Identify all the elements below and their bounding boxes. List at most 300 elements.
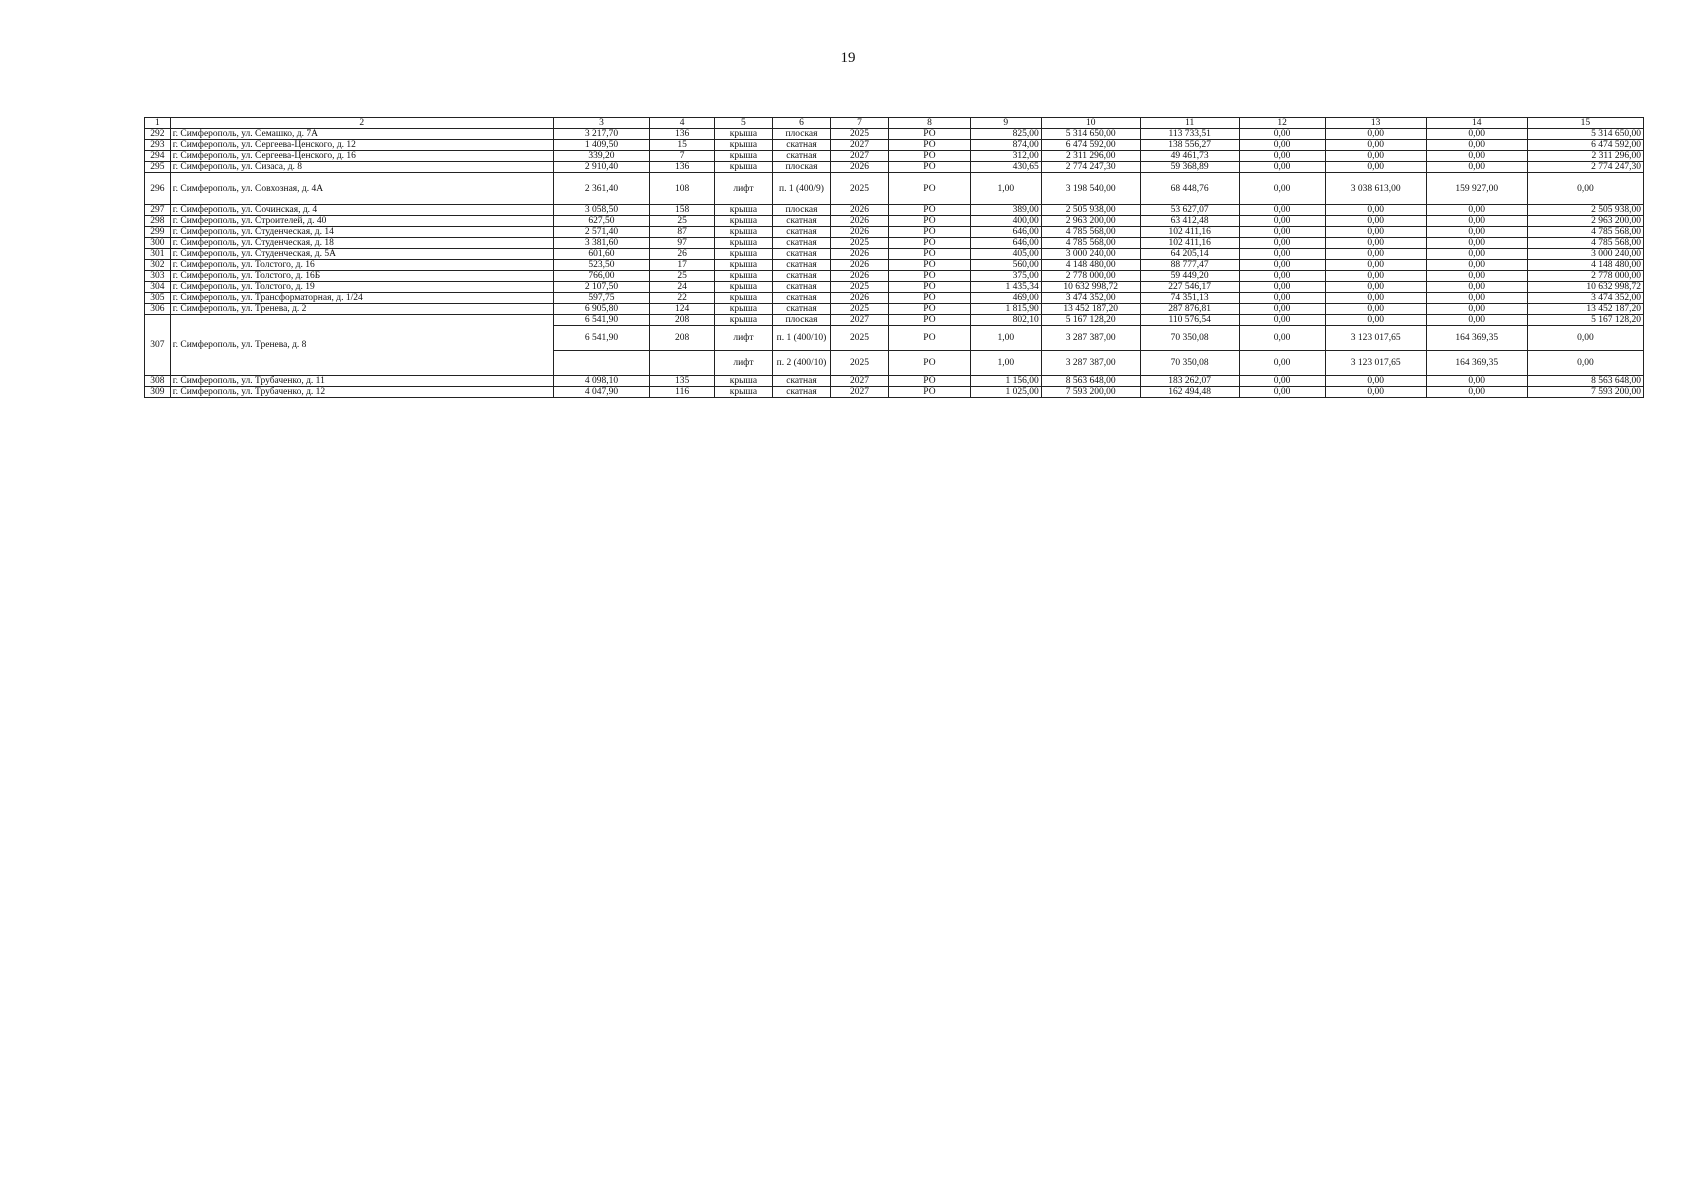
table-cell: 0,00 [1239,326,1325,351]
table-cell: 22 [650,293,715,304]
address-cell: г. Симферополь, ул. Студенческая, д. 5А [170,249,553,260]
row-number: 304 [145,282,171,293]
table-cell: лифт [714,326,772,351]
table-cell: 802,10 [970,315,1041,326]
table-cell: РО [889,129,971,140]
table-cell: 208 [650,315,715,326]
table-cell: плоская [772,162,830,173]
table-cell: 0,00 [1426,315,1527,326]
table-cell: 0,00 [1325,140,1426,151]
table-cell: 2026 [831,271,889,282]
table-cell: 63 412,48 [1140,216,1239,227]
address-cell: г. Симферополь, ул. Сергеева-Ценского, д. 12 [170,140,553,151]
table-cell: 2 571,40 [553,227,650,238]
table-cell: скатная [772,249,830,260]
table-cell: 430,65 [970,162,1041,173]
table-cell: 0,00 [1426,271,1527,282]
table-row [145,238,1644,249]
table-cell: 0,00 [1325,376,1426,387]
table-cell: 2026 [831,293,889,304]
col-header: 7 [831,118,889,129]
table-cell: 17 [650,260,715,271]
table-cell: РО [889,271,971,282]
table-cell: 3 038 613,00 [1325,173,1426,205]
address-cell: г. Симферополь, ул. Совхозная, д. 4А [170,173,553,205]
table-cell: 227 546,17 [1140,282,1239,293]
table-cell: РО [889,282,971,293]
table-cell: 560,00 [970,260,1041,271]
table-cell: п. 1 (400/10) [772,326,830,351]
table-cell: 3 000 240,00 [1041,249,1140,260]
table-cell: 13 452 187,20 [1527,304,1643,315]
table-cell: РО [889,151,971,162]
address-cell: г. Симферополь, ул. Строителей, д. 40 [170,216,553,227]
table-cell [650,351,715,376]
table-cell: 0,00 [1325,293,1426,304]
table-cell: РО [889,140,971,151]
table-cell: 405,00 [970,249,1041,260]
table-row [145,227,1644,238]
table-cell: скатная [772,271,830,282]
table-cell: 339,20 [553,151,650,162]
table-cell: 312,00 [970,151,1041,162]
row-number: 297 [145,205,171,216]
row-number: 305 [145,293,171,304]
table-cell: лифт [714,173,772,205]
table-cell: 102 411,16 [1140,238,1239,249]
table-cell: 136 [650,129,715,140]
table-cell: 7 593 200,00 [1527,387,1643,398]
row-number: 303 [145,271,171,282]
table-cell: 0,00 [1239,205,1325,216]
table-cell: 2025 [831,129,889,140]
table-cell: 0,00 [1239,140,1325,151]
table-cell: 4 785 568,00 [1527,238,1643,249]
table-cell: 2027 [831,387,889,398]
table-cell: 2026 [831,205,889,216]
table-cell: 24 [650,282,715,293]
table-cell: 0,00 [1426,227,1527,238]
table-cell: 0,00 [1325,304,1426,315]
table-cell: 0,00 [1426,140,1527,151]
col-header: 13 [1325,118,1426,129]
table-cell: скатная [772,387,830,398]
row-number: 294 [145,151,171,162]
table-cell: 0,00 [1426,282,1527,293]
table-cell: 1 025,00 [970,387,1041,398]
table-cell: РО [889,351,971,376]
table-cell: РО [889,216,971,227]
table-cell: 1 156,00 [970,376,1041,387]
table-cell: 0,00 [1325,216,1426,227]
table-cell: 102 411,16 [1140,227,1239,238]
table-cell: 74 351,13 [1140,293,1239,304]
table-row [145,293,1644,304]
table-cell: 3 381,60 [553,238,650,249]
address-cell: г. Симферополь, ул. Сергеева-Ценского, д. 16 [170,151,553,162]
table-cell: 2 311 296,00 [1527,151,1643,162]
table-cell: крыша [714,304,772,315]
table-cell: крыша [714,315,772,326]
table-cell: 2027 [831,140,889,151]
table-cell: 2027 [831,376,889,387]
table-cell: РО [889,173,971,205]
table-cell: скатная [772,151,830,162]
row-number: 306 [145,304,171,315]
table-cell: 4 148 480,00 [1527,260,1643,271]
table-cell: 8 563 648,00 [1527,376,1643,387]
table-cell: 1 815,90 [970,304,1041,315]
col-header: 9 [970,118,1041,129]
table-cell: 59 368,89 [1140,162,1239,173]
table-cell: 0,00 [1426,304,1527,315]
table-cell: 6 474 592,00 [1527,140,1643,151]
table-cell: 0,00 [1239,227,1325,238]
table-cell: 0,00 [1239,293,1325,304]
table-cell: 5 167 128,20 [1041,315,1140,326]
table-cell: 49 461,73 [1140,151,1239,162]
address-cell: г. Симферополь, ул. Толстого, д. 16 [170,260,553,271]
address-cell: г. Симферополь, ул. Трубаченко, д. 12 [170,387,553,398]
address-cell: г. Симферополь, ул. Студенческая, д. 14 [170,227,553,238]
table-cell: 0,00 [1325,249,1426,260]
table-cell: РО [889,387,971,398]
table-cell: 70 350,08 [1140,351,1239,376]
table-cell: 0,00 [1426,260,1527,271]
table-cell: крыша [714,140,772,151]
table-cell: 164 369,35 [1426,326,1527,351]
table-cell: крыша [714,260,772,271]
table-cell: 162 494,48 [1140,387,1239,398]
table-cell: 68 448,76 [1140,173,1239,205]
table-cell: 2 505 938,00 [1041,205,1140,216]
table-cell: 3 287 387,00 [1041,351,1140,376]
table-cell: 4 047,90 [553,387,650,398]
table-cell: 3 058,50 [553,205,650,216]
table-cell: 26 [650,249,715,260]
col-header: 12 [1239,118,1325,129]
table-cell: 208 [650,326,715,351]
table-cell: 0,00 [1239,173,1325,205]
table-cell: 97 [650,238,715,249]
table-row [145,304,1644,315]
table-cell: скатная [772,282,830,293]
col-header: 10 [1041,118,1140,129]
table-cell: 1,00 [970,351,1041,376]
table-cell: 13 452 187,20 [1041,304,1140,315]
table-cell: 646,00 [970,238,1041,249]
row-number: 301 [145,249,171,260]
table-cell: 0,00 [1426,238,1527,249]
table-row [145,151,1644,162]
row-number: 293 [145,140,171,151]
row-number: 307 [145,315,171,376]
table-cell: скатная [772,293,830,304]
table-cell: 0,00 [1239,304,1325,315]
table-cell: 183 262,07 [1140,376,1239,387]
table-cell: 2025 [831,173,889,205]
table-cell: РО [889,238,971,249]
table-cell: 3 000 240,00 [1527,249,1643,260]
table-cell: 0,00 [1325,129,1426,140]
table-cell: скатная [772,227,830,238]
row-number: 302 [145,260,171,271]
table-cell: 0,00 [1325,387,1426,398]
table-cell: 0,00 [1239,351,1325,376]
table-cell: 3 123 017,65 [1325,326,1426,351]
table-row [145,315,1644,326]
row-number: 300 [145,238,171,249]
table-cell: 0,00 [1325,162,1426,173]
table-cell: 3 287 387,00 [1041,326,1140,351]
table-row [145,271,1644,282]
address-cell: г. Симферополь, ул. Студенческая, д. 18 [170,238,553,249]
table-cell: 2 107,50 [553,282,650,293]
table-cell: лифт [714,351,772,376]
table-cell: 2 910,40 [553,162,650,173]
table-cell: РО [889,304,971,315]
table-cell: 0,00 [1239,260,1325,271]
table-cell: п. 1 (400/9) [772,173,830,205]
table-cell: РО [889,227,971,238]
table-cell: 2026 [831,249,889,260]
table-cell: 0,00 [1325,205,1426,216]
table-cell: 0,00 [1426,151,1527,162]
table-cell: 124 [650,304,715,315]
table-cell: 0,00 [1325,271,1426,282]
address-cell: г. Симферополь, ул. Толстого, д. 16Б [170,271,553,282]
table-cell: 2 311 296,00 [1041,151,1140,162]
table-cell: 4 785 568,00 [1041,238,1140,249]
table-cell: 4 785 568,00 [1527,227,1643,238]
table-cell: 0,00 [1426,216,1527,227]
table-cell: скатная [772,216,830,227]
table-cell: 2 963 200,00 [1527,216,1643,227]
table-cell: 70 350,08 [1140,326,1239,351]
table-cell: 0,00 [1426,293,1527,304]
table-cell: 0,00 [1239,376,1325,387]
table-cell: 3 474 352,00 [1041,293,1140,304]
table-cell: 10 632 998,72 [1527,282,1643,293]
table-row [145,129,1644,140]
table-cell: крыша [714,387,772,398]
table-cell: 874,00 [970,140,1041,151]
table-cell: 158 [650,205,715,216]
table-cell: 0,00 [1239,315,1325,326]
table-cell: 2025 [831,282,889,293]
table-cell: 6 541,90 [553,326,650,351]
table-cell: крыша [714,227,772,238]
table-cell: 0,00 [1426,205,1527,216]
table-cell: 2 963 200,00 [1041,216,1140,227]
table-cell: 110 576,54 [1140,315,1239,326]
table-row [145,249,1644,260]
table-cell: 3 217,70 [553,129,650,140]
table-cell: скатная [772,304,830,315]
table-cell: 0,00 [1325,238,1426,249]
table-cell: скатная [772,376,830,387]
table-cell: 375,00 [970,271,1041,282]
table-cell: 0,00 [1426,387,1527,398]
table-cell: скатная [772,140,830,151]
col-header: 6 [772,118,830,129]
table-row [145,173,1644,205]
table-cell: 64 205,14 [1140,249,1239,260]
table-cell: 8 563 648,00 [1041,376,1140,387]
table-row [145,162,1644,173]
col-header: 3 [553,118,650,129]
table-cell: крыша [714,151,772,162]
table-cell: скатная [772,260,830,271]
table-cell: 0,00 [1325,315,1426,326]
table-cell: 0,00 [1239,282,1325,293]
table-cell: 0,00 [1527,351,1643,376]
table-cell: плоская [772,315,830,326]
table-cell: 113 733,51 [1140,129,1239,140]
table-cell: 469,00 [970,293,1041,304]
address-cell: г. Симферополь, ул. Трансформаторная, д. 1/24 [170,293,553,304]
table-cell: 2 774 247,30 [1527,162,1643,173]
table-cell: 7 [650,151,715,162]
table-cell: 4 148 480,00 [1041,260,1140,271]
table-cell: крыша [714,282,772,293]
table-cell: 4 098,10 [553,376,650,387]
table-cell: РО [889,162,971,173]
table-cell: 0,00 [1325,260,1426,271]
table-cell: 138 556,27 [1140,140,1239,151]
table-row [145,205,1644,216]
table-cell: 4 785 568,00 [1041,227,1140,238]
table-cell: 523,50 [553,260,650,271]
row-number: 308 [145,376,171,387]
col-header: 11 [1140,118,1239,129]
row-number: 298 [145,216,171,227]
table-cell: 2026 [831,162,889,173]
table-cell: 2026 [831,260,889,271]
table-cell: 6 474 592,00 [1041,140,1140,151]
table-cell: 0,00 [1239,129,1325,140]
address-cell: г. Симферополь, ул. Сизаса, д. 8 [170,162,553,173]
table-cell: РО [889,376,971,387]
table-cell: 0,00 [1239,271,1325,282]
table-cell: 2 774 247,30 [1041,162,1140,173]
table-row [145,216,1644,227]
table-cell: крыша [714,293,772,304]
table-cell: 2027 [831,151,889,162]
table-cell: крыша [714,238,772,249]
table-cell: 2027 [831,315,889,326]
table-cell: 1 435,34 [970,282,1041,293]
table-cell: 0,00 [1239,151,1325,162]
table-cell: 0,00 [1426,129,1527,140]
table-cell: 2 361,40 [553,173,650,205]
table-cell: крыша [714,376,772,387]
table-cell: 88 777,47 [1140,260,1239,271]
table-cell: 0,00 [1426,249,1527,260]
table-cell: 10 632 998,72 [1041,282,1140,293]
table-cell: 135 [650,376,715,387]
table-cell: 108 [650,173,715,205]
table-cell: 1 409,50 [553,140,650,151]
table-cell: 5 167 128,20 [1527,315,1643,326]
table-cell: крыша [714,271,772,282]
table-cell: 2025 [831,351,889,376]
table-cell: 0,00 [1239,238,1325,249]
table-cell: 3 474 352,00 [1527,293,1643,304]
table-cell: 0,00 [1426,376,1527,387]
col-header: 2 [170,118,553,129]
table-cell: 400,00 [970,216,1041,227]
table-row [145,282,1644,293]
table-cell: 3 123 017,65 [1325,351,1426,376]
table-cell: 6 905,80 [553,304,650,315]
table-row [145,376,1644,387]
table-cell: 15 [650,140,715,151]
col-header: 15 [1527,118,1643,129]
table-cell: 7 593 200,00 [1041,387,1140,398]
table-cell: 87 [650,227,715,238]
table-cell: 0,00 [1426,162,1527,173]
table-cell: 136 [650,162,715,173]
table-cell: 2026 [831,216,889,227]
table-cell [553,351,650,376]
table-cell: 5 314 650,00 [1041,129,1140,140]
col-header: 1 [145,118,171,129]
table-cell: РО [889,260,971,271]
table-cell: 766,00 [553,271,650,282]
col-header: 14 [1426,118,1527,129]
table-cell: 1,00 [970,173,1041,205]
table-cell: 597,75 [553,293,650,304]
table-cell: 0,00 [1325,282,1426,293]
col-header: 8 [889,118,971,129]
table-cell: 0,00 [1239,249,1325,260]
table-cell: 2 778 000,00 [1527,271,1643,282]
table-cell: п. 2 (400/10) [772,351,830,376]
table-cell: 601,60 [553,249,650,260]
table-cell: 287 876,81 [1140,304,1239,315]
table-cell: 3 198 540,00 [1041,173,1140,205]
table-cell: 2026 [831,227,889,238]
table-cell: скатная [772,238,830,249]
table-cell: 389,00 [970,205,1041,216]
table-cell: 0,00 [1527,326,1643,351]
table-cell: 2 505 938,00 [1527,205,1643,216]
address-cell: г. Симферополь, ул. Семашко, д. 7А [170,129,553,140]
table-cell: 6 541,90 [553,315,650,326]
address-cell: г. Симферополь, ул. Тренева, д. 8 [170,315,553,376]
page-number: 19 [840,50,856,66]
col-header: 4 [650,118,715,129]
column-number-row [145,118,1644,129]
table-cell: 116 [650,387,715,398]
register-table [144,117,1644,398]
row-number: 309 [145,387,171,398]
table-cell: РО [889,293,971,304]
table-cell: 627,50 [553,216,650,227]
table-cell: 1,00 [970,326,1041,351]
table-cell: 25 [650,216,715,227]
row-number: 295 [145,162,171,173]
table-cell: 0,00 [1325,151,1426,162]
address-cell: г. Симферополь, ул. Трубаченко, д. 11 [170,376,553,387]
table-cell: 2025 [831,238,889,249]
table-cell: 825,00 [970,129,1041,140]
table-cell: крыша [714,162,772,173]
row-number: 292 [145,129,171,140]
table-cell: 2025 [831,326,889,351]
row-number: 296 [145,173,171,205]
